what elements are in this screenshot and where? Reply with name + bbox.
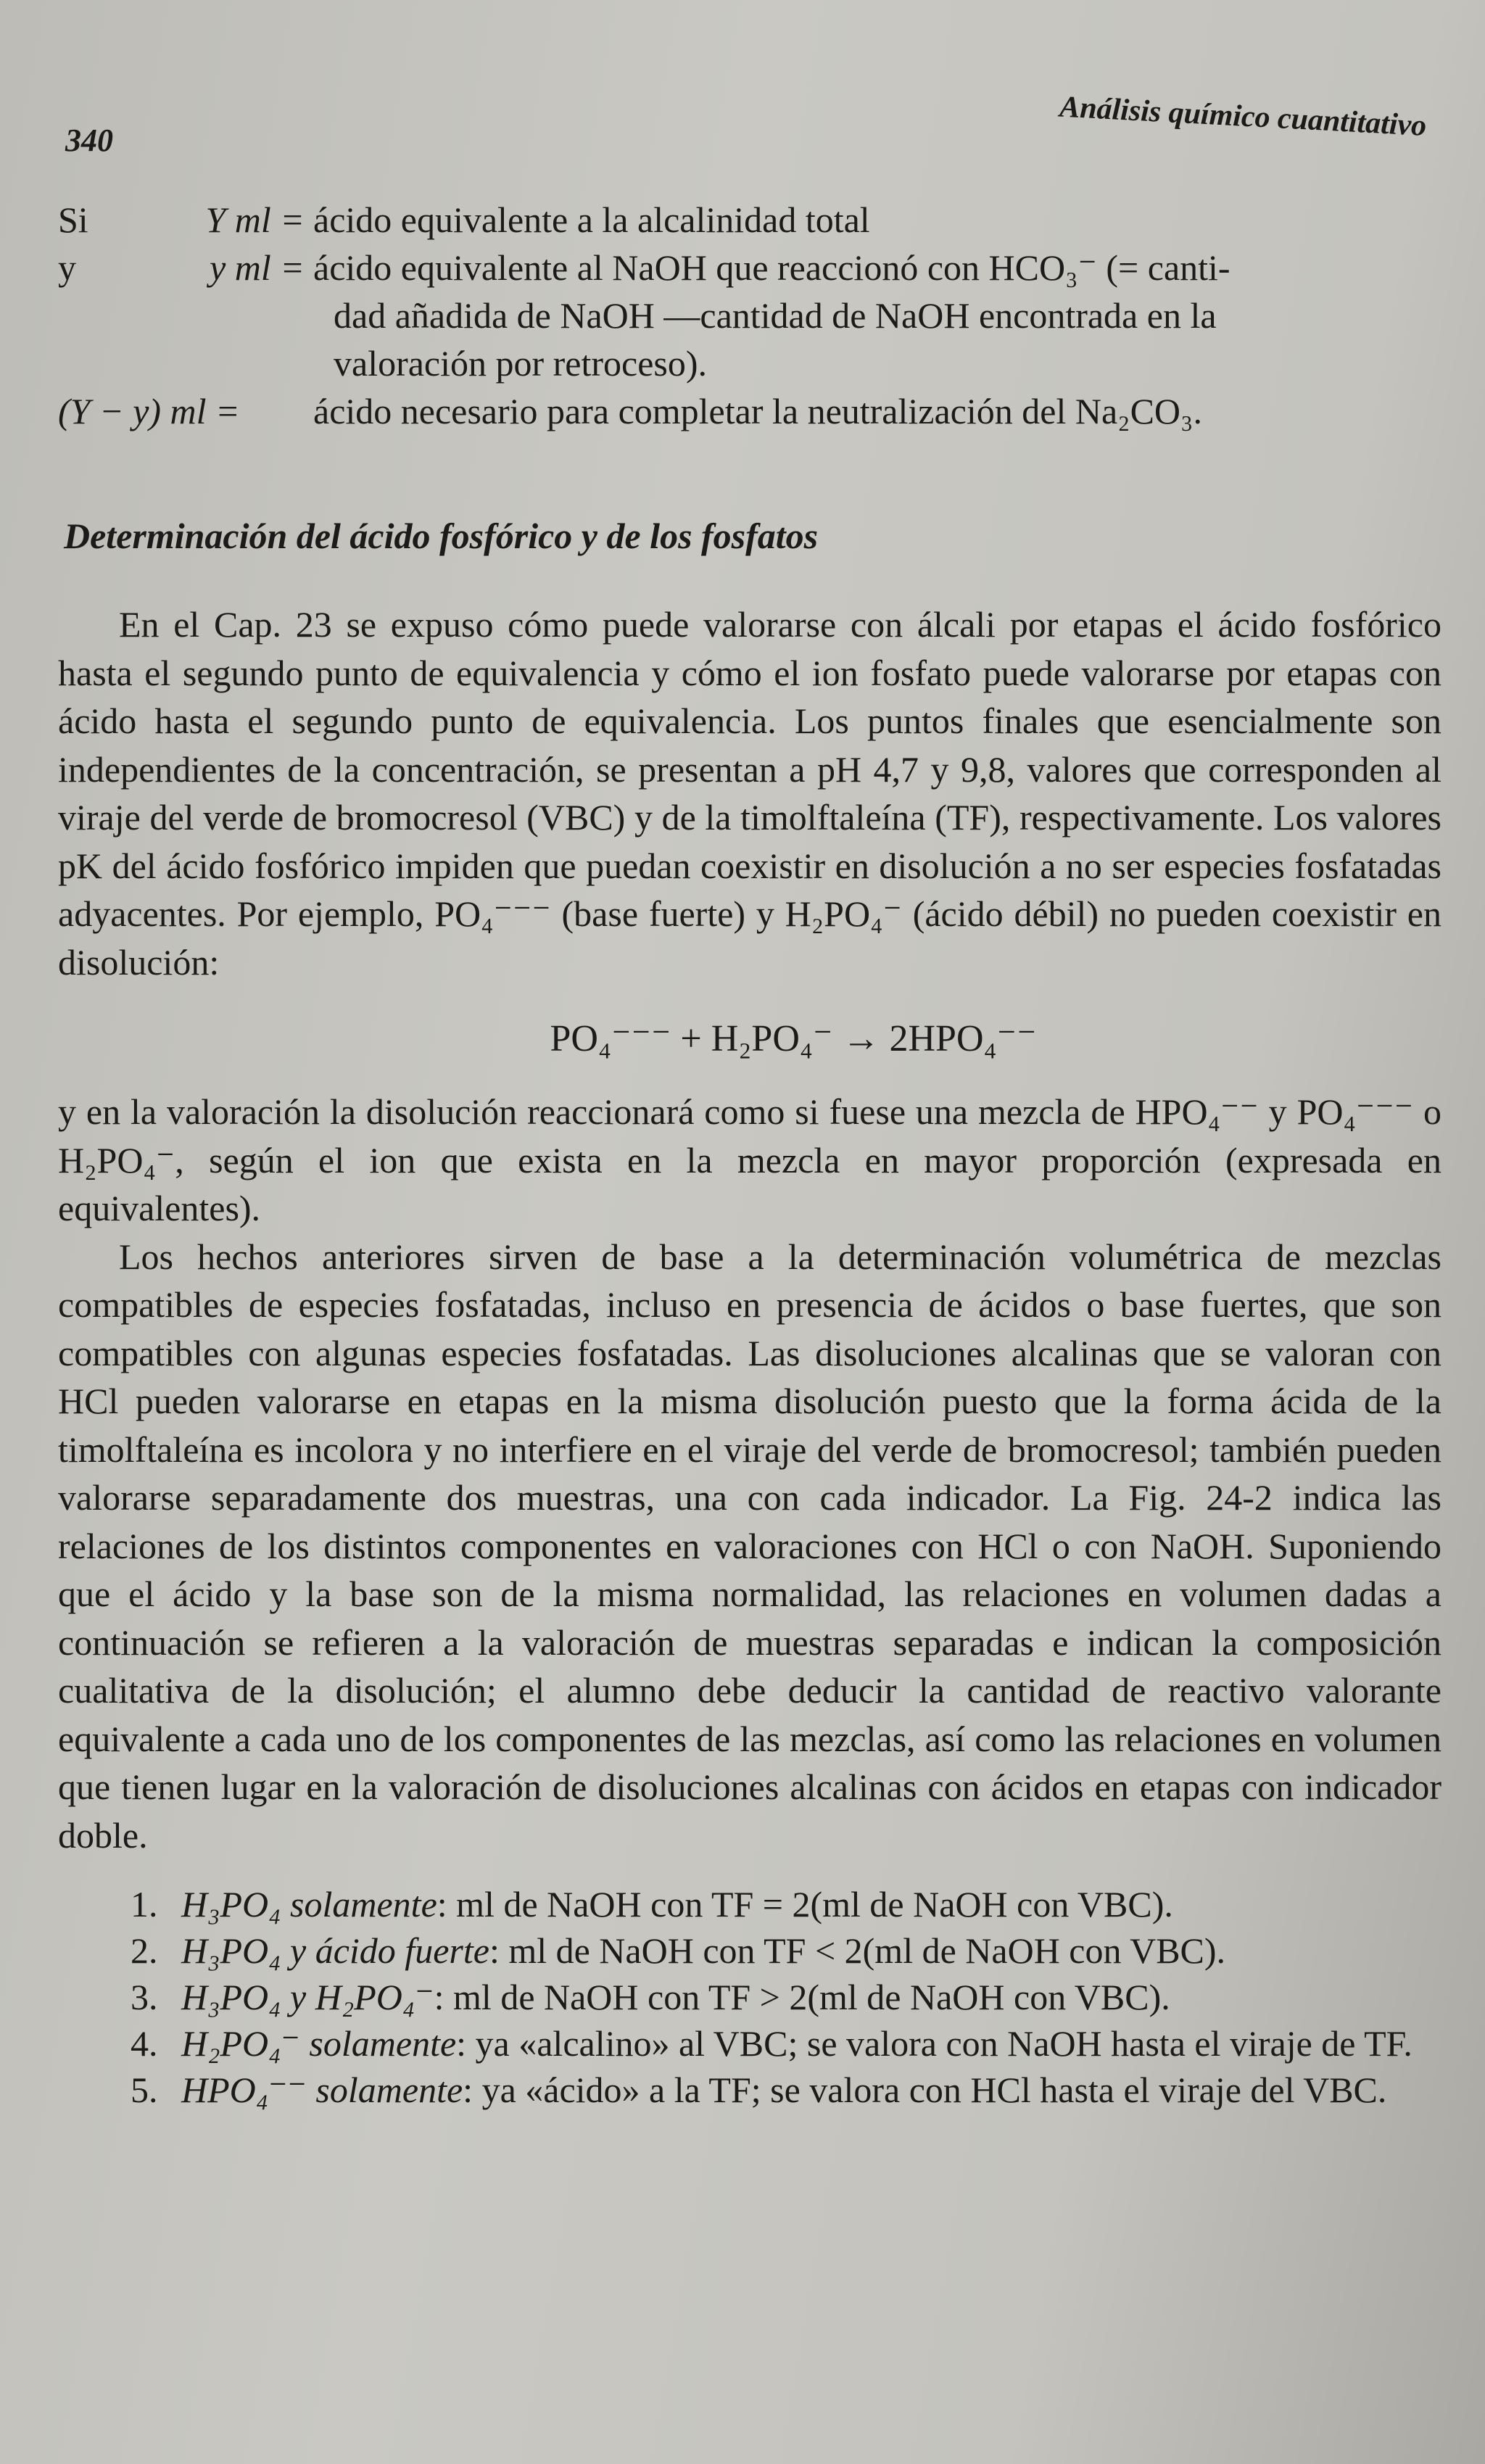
definition-continuation: dad añadida de NaOH —cantidad de NaOH encontrada en la (334, 295, 1217, 336)
chemical-equation: PO₄⁻⁻⁻ + H₂PO₄⁻ → 2HPO₄⁻⁻ (550, 1018, 1037, 1059)
page-number: 340 (65, 123, 113, 158)
definition-continuation: valoración por retroceso). (334, 343, 708, 384)
list-item-label: H₃PO₄ y ácido fuerte (181, 1930, 489, 1971)
list-item (58, 2067, 1441, 2113)
list-item-text: : ml de NaOH con TF > 2(ml de NaOH con VBC). (434, 1977, 1170, 2017)
definition-label: Si (58, 199, 88, 240)
list-item-number: 4. (131, 2023, 158, 2064)
list-item-text: : ya «alcalino» al VBC; se valora con NaOH hasta el viraje de TF. (456, 2023, 1412, 2064)
list-item (58, 2020, 1441, 2067)
list-item-number: 2. (131, 1930, 158, 1971)
list-item (58, 1927, 1441, 1974)
definition-variable: (Y − y) ml = (58, 391, 240, 431)
list-item-text: : ml de NaOH con TF < 2(ml de NaOH con VBC). (489, 1930, 1226, 1971)
definition-row (58, 387, 1441, 435)
list-item-label: H₃PO₄ solamente (181, 1884, 437, 1925)
list-item-label: H₂PO₄⁻ solamente (181, 2023, 457, 2064)
numbered-list (58, 1881, 1441, 2113)
running-title: Análisis químico cuantitativo (1058, 90, 1427, 143)
paragraph: En el Cap. 23 se expuso cómo puede valorarse con álcali por etapas el ácido fosfórico hasta el segundo punto de equivalencia y cómo el ion fosfato puede valorarse por etapas con ácido hasta el segundo punto de equivalencia. Los puntos finales que esencialmente son independientes de la concentración, se presentan a pH 4,7 y 9,8, valores que corresponden al viraje del verde de bromocresol (VBC) y de la timolftaleína (TF), respectivamente. Los valores pK del ácido fosfórico impiden que puedan coexistir en disolución a no ser especies fosfatadas adyacentes. Por ejemplo, PO₄⁻⁻⁻ (base fuerte) y H₂PO₄⁻ (ácido débil) no pueden coexistir en disolución: (58, 604, 1441, 983)
definition-text: ácido equivalente a la alcalinidad total (313, 199, 870, 240)
list-item (58, 1881, 1441, 1927)
section-title: Determinación del ácido fosfórico y de los fosfatos (64, 516, 819, 556)
list-item-number: 1. (131, 1884, 158, 1925)
definition-variable: Y ml = (205, 199, 305, 240)
list-item-text: : ya «ácido» a la TF; se valora con HCl hasta el viraje del VBC. (463, 2070, 1387, 2110)
definition-text: ácido necesario para completar la neutralización del Na₂CO₃. (313, 391, 1202, 431)
definition-row (58, 244, 1441, 292)
list-item (58, 1974, 1441, 2020)
definition-row (58, 196, 1441, 244)
definition-label: y (58, 247, 76, 288)
list-item-number: 3. (131, 1977, 158, 2017)
paragraph: Los hechos anteriores sirven de base a la determinación volumétrica de mezclas compatibles de especies fosfatadas, incluso en presencia de ácidos o base fuertes, que son compatibles con algunas especies fosfatadas. Las disoluciones alcalinas que se valoran con HCl pueden valorarse en etapas en la misma disolución puesto que la forma ácida de la timolftaleína es incolora y no interfiere en el viraje del verde de bromocresol; también pueden valorarse separadamente dos muestras, una con cada indicador. La Fig. 24-2 indica las relaciones de los distintos componentes en valoraciones con HCl o con NaOH. Suponiendo que el ácido y la base son de la misma normalidad, las relaciones en volumen dadas a continuación se refieren a la valoración de muestras separadas e indican la composición cualitativa de la disolución; el alumno debe deducir la cantidad de reactivo valorante equivalente a cada uno de los componentes de las mezclas, así como las relaciones en volumen que tienen lugar en la valoración de disoluciones alcalinas con ácidos en etapas con indicador doble. (58, 1236, 1441, 1856)
definition-text: ácido equivalente al NaOH que reaccionó con HCO₃⁻ (= canti- (313, 247, 1230, 288)
paragraph: y en la valoración la disolución reaccionará como si fuese una mezcla de HPO₄⁻⁻ y PO₄⁻⁻⁻ o H₂PO₄⁻, según el ion que exista en la mezcla en mayor proporción (expresada en equivalentes). (58, 1091, 1441, 1228)
list-item-label: HPO₄⁻⁻ solamente (181, 2070, 463, 2110)
list-item-number: 5. (131, 2070, 158, 2110)
definitions-block (58, 196, 1441, 435)
definition-variable: y ml = (210, 247, 305, 288)
list-item-label: H₃PO₄ y H₂PO₄⁻ (181, 1977, 434, 2017)
list-item-text: : ml de NaOH con TF = 2(ml de NaOH con VBC). (437, 1884, 1173, 1925)
page-header (58, 90, 1441, 174)
